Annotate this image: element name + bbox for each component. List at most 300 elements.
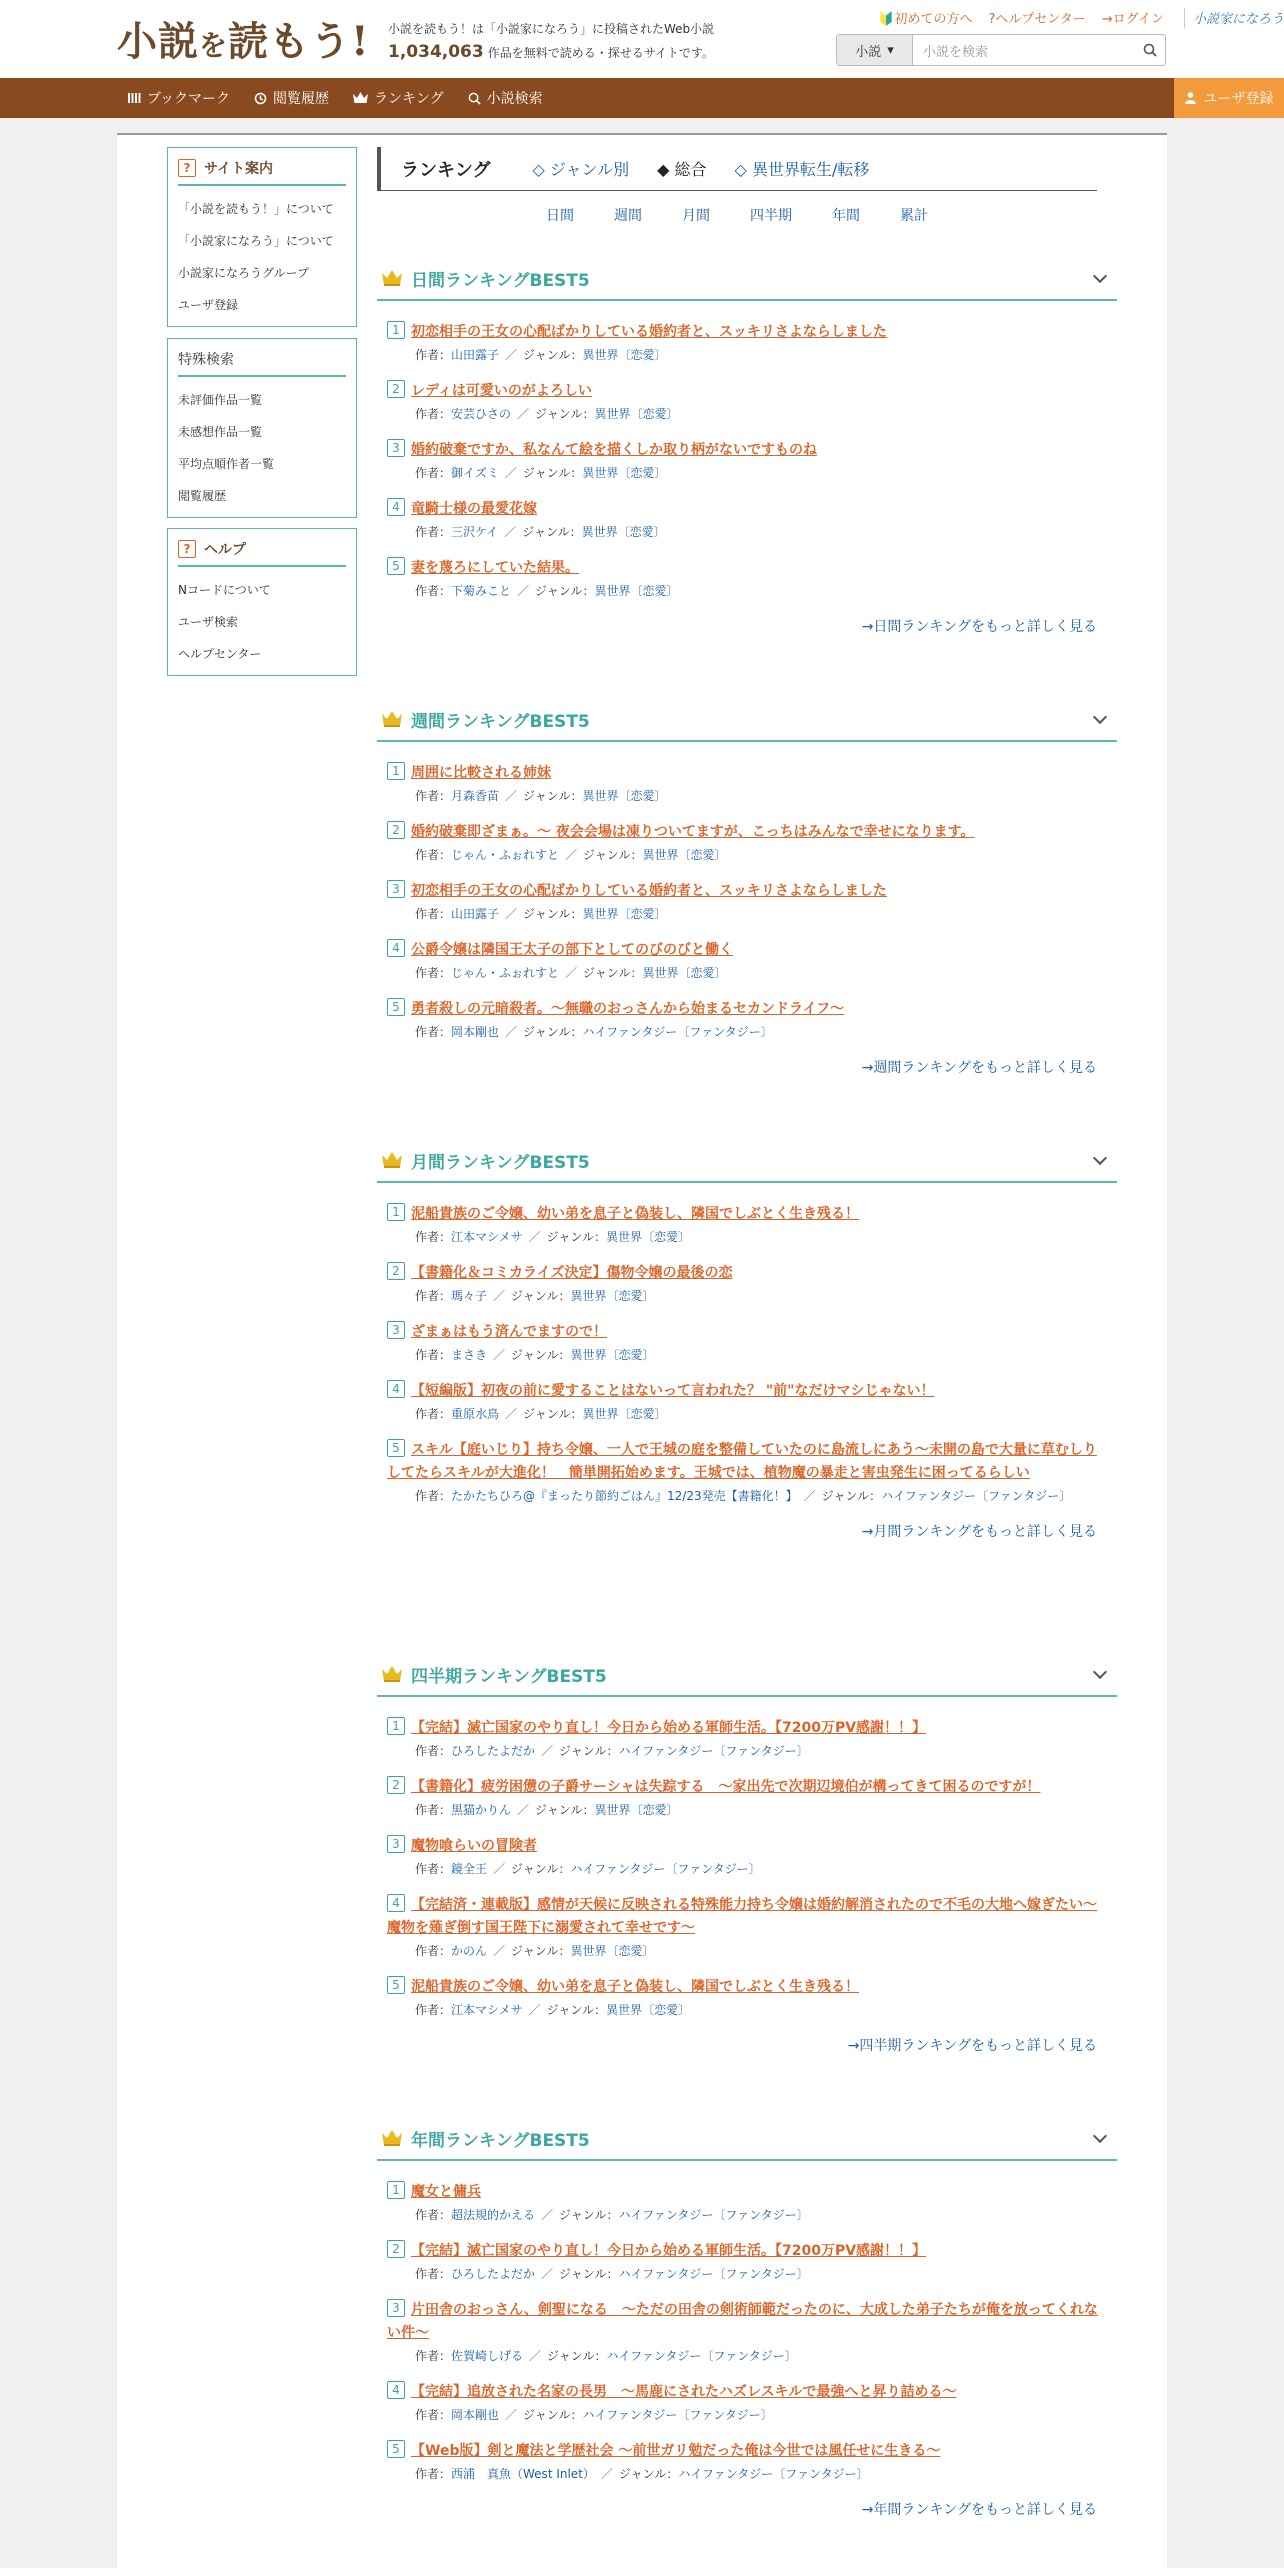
author-label: 作者： bbox=[415, 407, 452, 421]
ranking-section bbox=[377, 698, 1117, 1077]
author-label: 作者： bbox=[415, 2467, 452, 2481]
search-category-select[interactable]: 小説 ▾ bbox=[837, 35, 913, 65]
novel-title-link[interactable]: 片田舎のおっさん、剣聖になる 〜ただの田舎の剣術師範だったのに、大成した弟子たちが俺を放ってくれない件〜 bbox=[387, 2302, 1098, 2341]
author-label: 作者： bbox=[415, 1744, 452, 1758]
sidebar-help-title: ? ヘルプ bbox=[178, 539, 346, 567]
separator: ／ bbox=[565, 848, 578, 862]
genre-link[interactable]: ハイファンタジー〔ファンタジー〕 bbox=[678, 2467, 869, 2481]
separator: ／ bbox=[803, 1489, 816, 1503]
user-icon bbox=[1185, 92, 1196, 104]
question-icon: ? bbox=[178, 159, 196, 177]
tab-isekai[interactable]: ◇ 異世界転生/転移 bbox=[734, 160, 870, 179]
crown-icon bbox=[381, 2129, 403, 2147]
ranking-entry bbox=[387, 1835, 1107, 1880]
entry-meta bbox=[387, 1403, 1107, 1425]
entry-meta bbox=[387, 785, 1107, 807]
section-title: 週間ランキングBEST5 bbox=[411, 711, 590, 732]
rank-badge: 3 bbox=[387, 1835, 405, 1853]
site-header bbox=[0, 0, 1284, 78]
tab-overall[interactable]: ◆ 総合 bbox=[657, 160, 707, 179]
chevron-down-icon[interactable] bbox=[1093, 2129, 1107, 2143]
separator: ／ bbox=[505, 907, 518, 921]
author-link[interactable]: 鏡全王 bbox=[451, 1862, 488, 1876]
logo-wo: を bbox=[199, 28, 229, 62]
sidebar-item-user-register[interactable]: ユーザ登録 bbox=[178, 297, 239, 312]
login-link[interactable]: →ログイン bbox=[1101, 12, 1164, 27]
novel-title-link[interactable]: 泥船貴族のご令嬢、幼い弟を息子と偽装し、隣国でしぶとく生き残る！ bbox=[411, 1206, 859, 1222]
genre-label: ジャンル： bbox=[559, 2267, 619, 2281]
work-count-suffix: 作品を無料で読める・探せるサイトです。 bbox=[487, 46, 714, 60]
ranking-entry bbox=[387, 1203, 1107, 1248]
novel-title-link[interactable]: 【書籍化＆コミカライズ決定】傷物令嬢の最後の恋 bbox=[411, 1265, 733, 1281]
separator: ／ bbox=[493, 1944, 506, 1958]
sidebar-item-ncode[interactable]: Nコードについて bbox=[178, 582, 271, 597]
genre-label: ジャンル： bbox=[583, 966, 643, 980]
genre-label: ジャンル： bbox=[522, 466, 583, 480]
genre-link[interactable]: 異世界〔恋愛〕 bbox=[606, 2003, 691, 2017]
ranking-entry bbox=[387, 1717, 1107, 1762]
ranking-entry bbox=[387, 321, 1107, 366]
genre-label: ジャンル： bbox=[511, 1944, 571, 1958]
period-weekly[interactable]: 週間 bbox=[614, 208, 642, 224]
search-icon bbox=[1143, 43, 1157, 57]
separator: ／ bbox=[517, 407, 530, 421]
first-time-link[interactable]: 🔰初めての方へ bbox=[878, 12, 973, 27]
author-link[interactable]: 重原水鳥 bbox=[451, 1407, 500, 1421]
genre-label: ジャンル： bbox=[535, 584, 595, 598]
rank-badge: 5 bbox=[387, 557, 405, 575]
novel-title-link[interactable]: レディは可愛いのがよろしい bbox=[411, 383, 592, 399]
author-label: 作者： bbox=[415, 2267, 452, 2281]
ranking-tabs bbox=[377, 147, 1097, 225]
section-title: 月間ランキングBEST5 bbox=[411, 1152, 590, 1173]
author-link[interactable]: 江本マシメサ bbox=[451, 2003, 523, 2017]
sidebar-item-avg-author[interactable]: 平均点順作者一覧 bbox=[178, 456, 275, 471]
beginner-icon: 🔰 bbox=[878, 12, 895, 27]
genre-link[interactable]: ハイファンタジー〔ファンタジー〕 bbox=[618, 2208, 809, 2222]
period-total[interactable]: 累計 bbox=[900, 208, 928, 224]
genre-link[interactable]: 異世界〔恋愛〕 bbox=[582, 907, 667, 921]
genre-link[interactable]: 異世界〔恋愛〕 bbox=[594, 584, 679, 598]
section-header[interactable] bbox=[377, 1653, 1117, 1697]
separator: ／ bbox=[493, 1862, 506, 1876]
novel-title-link[interactable]: 【完結】追放された名家の長男 〜馬鹿にされたハズレスキルで最強へと昇り詰める〜 bbox=[411, 2384, 957, 2400]
author-link[interactable]: 山田露子 bbox=[451, 907, 500, 921]
separator: ／ bbox=[528, 1230, 541, 1244]
genre-link[interactable]: 異世界〔恋愛〕 bbox=[582, 1407, 667, 1421]
crown-icon bbox=[381, 269, 403, 287]
separator: ／ bbox=[505, 2408, 518, 2422]
entry-meta bbox=[387, 2404, 1107, 2426]
ranking-section bbox=[377, 1653, 1117, 2055]
login-icon: → bbox=[1101, 12, 1113, 27]
search-input[interactable]: 小説を検索 bbox=[923, 44, 989, 60]
genre-link[interactable]: ハイファンタジー〔ファンタジー〕 bbox=[618, 1744, 809, 1758]
author-label: 作者： bbox=[415, 348, 452, 362]
novel-title-link[interactable]: 魔女と傭兵 bbox=[411, 2184, 481, 2200]
novel-title-link[interactable]: 魔物喰らいの冒険者 bbox=[411, 1838, 537, 1854]
genre-label: ジャンル： bbox=[522, 525, 582, 539]
genre-label: ジャンル： bbox=[523, 1407, 583, 1421]
chevron-down-icon[interactable] bbox=[1093, 710, 1107, 724]
ranking-entry bbox=[387, 762, 1107, 807]
genre-link[interactable]: ハイファンタジー〔ファンタジー〕 bbox=[570, 1862, 761, 1876]
rank-badge: 4 bbox=[387, 939, 405, 957]
sidebar-item-no-review[interactable]: 未感想作品一覧 bbox=[178, 424, 263, 439]
genre-label: ジャンル： bbox=[546, 1230, 607, 1244]
genre-label: ジャンル： bbox=[511, 1862, 571, 1876]
ranking-entry bbox=[387, 880, 1107, 925]
nav-bookmark[interactable]: ブックマーク bbox=[128, 88, 230, 108]
chevron-down-icon[interactable] bbox=[1093, 1665, 1107, 1679]
sidebar-site-guide-title: ? サイト案内 bbox=[178, 158, 346, 186]
sidebar-site-guide bbox=[167, 147, 357, 327]
author-label: 作者： bbox=[415, 2208, 452, 2222]
separator: ／ bbox=[541, 2208, 554, 2222]
ranking-entry bbox=[387, 439, 1107, 484]
separator: ／ bbox=[600, 2467, 613, 2481]
novel-title-link[interactable]: 勇者殺しの元暗殺者。〜無職のおっさんから始まるセカンドライフ〜 bbox=[411, 1001, 845, 1017]
genre-label: ジャンル： bbox=[511, 1348, 571, 1362]
novel-title-link[interactable]: 【完結】滅亡国家のやり直し！今日から始める軍師生活。【7200万PV感謝！！】 bbox=[411, 2243, 927, 2259]
sidebar-special-search-title: 特殊検索 bbox=[178, 349, 346, 377]
entry-meta bbox=[387, 1858, 1107, 1880]
sidebar-item-about-yomou[interactable]: 「小説を読もう！」について bbox=[178, 201, 334, 216]
entry-meta bbox=[387, 403, 1107, 425]
logo-main: 小説 bbox=[117, 17, 199, 65]
entry-meta bbox=[387, 1285, 1107, 1307]
novel-title-link[interactable]: 竜騎士様の最愛花嫁 bbox=[411, 501, 537, 517]
genre-label: ジャンル： bbox=[523, 1025, 583, 1039]
sidebar-item-history[interactable]: 閲覧履歴 bbox=[178, 488, 227, 503]
tagline: 小説を読もう！は「小説家になろう」に投稿されたWeb小説 bbox=[388, 22, 715, 36]
rank-badge: 3 bbox=[387, 1321, 405, 1339]
entry-meta bbox=[387, 462, 1107, 484]
ranking-heading: ランキング bbox=[401, 159, 491, 181]
novel-title-link[interactable]: 初恋相手の王女の心配ばかりしている婚約者と、スッキリさよならしました bbox=[411, 324, 887, 340]
period-quarterly[interactable]: 四半期 bbox=[750, 208, 792, 224]
genre-label: ジャンル： bbox=[535, 407, 595, 421]
sidebar-special-search bbox=[167, 338, 357, 518]
sidebar-item-narou-group[interactable]: 小説家になろうグループ bbox=[178, 265, 310, 280]
entry-meta bbox=[387, 1485, 1107, 1507]
genre-link[interactable]: ハイファンタジー〔ファンタジー〕 bbox=[618, 2267, 809, 2281]
chevron-down-icon: ▾ bbox=[887, 42, 894, 58]
period-yearly[interactable]: 年間 bbox=[832, 208, 860, 224]
author-link[interactable]: 安芸ひさの bbox=[451, 407, 512, 421]
sidebar-item-about-narou[interactable]: 「小説家になろう」について bbox=[178, 233, 334, 248]
ranking-entry bbox=[387, 2440, 1107, 2485]
crown-icon bbox=[381, 710, 403, 728]
ranking-entry bbox=[387, 498, 1107, 543]
ranking-entry bbox=[387, 380, 1107, 425]
entry-meta bbox=[387, 344, 1107, 366]
user-register-button[interactable]: ユーザ登録 bbox=[1174, 78, 1284, 118]
entry-meta bbox=[387, 1799, 1107, 1821]
ranking-entry bbox=[387, 1321, 1107, 1366]
author-link[interactable]: 岡本剛也 bbox=[451, 1025, 500, 1039]
rank-badge: 2 bbox=[387, 821, 405, 839]
author-link[interactable]: 佐賀崎しげる bbox=[451, 2349, 524, 2363]
nav-search[interactable]: 小説検索 bbox=[468, 88, 543, 108]
novel-title-link[interactable]: 【完結済・連載版】感情が天候に反映される特殊能力持ち令嬢は婚約解消されたので不毛の大地へ嫁ぎたい〜魔物を薙ぎ倒す国王陛下に溺愛されて幸せです〜 bbox=[387, 1897, 1097, 1936]
ranking-entry bbox=[387, 557, 1107, 602]
entry-meta bbox=[387, 521, 1107, 543]
rank-badge: 2 bbox=[387, 380, 405, 398]
section-title: 四半期ランキングBEST5 bbox=[411, 1666, 607, 1687]
genre-link[interactable]: 異世界〔恋愛〕 bbox=[606, 1230, 691, 1244]
genre-link[interactable]: ハイファンタジー〔ファンタジー〕 bbox=[582, 2408, 773, 2422]
more-ranking-link[interactable]: →四半期ランキングをもっと詳しく見る bbox=[847, 2038, 1097, 2054]
genre-link[interactable]: 異世界〔恋愛〕 bbox=[582, 348, 667, 362]
rank-badge: 1 bbox=[387, 1203, 405, 1221]
rank-badge: 3 bbox=[387, 439, 405, 457]
logo-rest: 読もう! bbox=[228, 17, 370, 65]
separator: ／ bbox=[529, 2349, 542, 2363]
genre-label: ジャンル： bbox=[523, 789, 583, 803]
section-header[interactable] bbox=[377, 2117, 1117, 2161]
genre-label: ジャンル： bbox=[535, 1803, 595, 1817]
author-link[interactable]: 三沢ケイ bbox=[451, 525, 499, 539]
site-logo[interactable] bbox=[117, 10, 370, 66]
genre-link[interactable]: 異世界〔恋愛〕 bbox=[642, 848, 727, 862]
entry-meta bbox=[387, 1940, 1107, 1962]
author-label: 作者： bbox=[415, 1230, 452, 1244]
entry-meta bbox=[387, 2463, 1107, 2485]
author-label: 作者： bbox=[415, 1944, 452, 1958]
genre-link[interactable]: 異世界〔恋愛〕 bbox=[582, 466, 667, 480]
rank-badge: 2 bbox=[387, 2240, 405, 2258]
rank-badge: 3 bbox=[387, 880, 405, 898]
separator: ／ bbox=[504, 466, 517, 480]
entry-meta bbox=[387, 1740, 1107, 1762]
section-title: 年間ランキングBEST5 bbox=[411, 2130, 590, 2151]
genre-label: ジャンル： bbox=[511, 1289, 571, 1303]
ranking-section bbox=[377, 257, 1117, 636]
author-link[interactable]: 下菊みこと bbox=[451, 584, 512, 598]
author-link[interactable]: 西浦 真魚（West Inlet） bbox=[451, 2467, 595, 2481]
author-link[interactable]: 月森香苗 bbox=[451, 789, 500, 803]
rank-badge: 1 bbox=[387, 1717, 405, 1735]
entry-meta bbox=[387, 1344, 1107, 1366]
author-link[interactable]: 御イズミ bbox=[451, 466, 499, 480]
author-link[interactable]: まさき bbox=[451, 1348, 488, 1362]
author-link[interactable]: じゃん・ふぉれすと bbox=[451, 848, 560, 862]
author-link[interactable]: じゃん・ふぉれすと bbox=[451, 966, 560, 980]
genre-link[interactable]: 異世界〔恋愛〕 bbox=[594, 407, 679, 421]
novel-title-link[interactable]: 初恋相手の王女の心配ばかりしている婚約者と、スッキリさよならしました bbox=[411, 883, 887, 899]
novel-title-link[interactable]: ざまぁはもう済んでますので！ bbox=[411, 1324, 607, 1340]
rank-badge: 1 bbox=[387, 321, 405, 339]
genre-link[interactable]: 異世界〔恋愛〕 bbox=[642, 966, 727, 980]
genre-link[interactable]: ハイファンタジー〔ファンタジー〕 bbox=[606, 2349, 797, 2363]
ranking-entry bbox=[387, 1380, 1107, 1425]
entry-meta bbox=[387, 2345, 1107, 2367]
ranking-entry bbox=[387, 2240, 1107, 2285]
separator: ／ bbox=[528, 2003, 541, 2017]
entry-meta bbox=[387, 1021, 1107, 1043]
sidebar-item-help-center[interactable]: ヘルプセンター bbox=[178, 646, 262, 661]
author-label: 作者： bbox=[415, 1803, 452, 1817]
ranking-entry bbox=[387, 2381, 1107, 2426]
work-count-number: 1,034,063 bbox=[388, 42, 484, 62]
author-link[interactable]: 瑪々子 bbox=[451, 1289, 488, 1303]
author-link[interactable]: たかたちひろ@『まったり節約ごはん』12/23発売【書籍化！】 bbox=[451, 1489, 798, 1503]
separator: ／ bbox=[541, 1744, 554, 1758]
author-link[interactable]: ひろしたよだか bbox=[451, 2267, 536, 2281]
separator: ／ bbox=[505, 789, 518, 803]
period-links bbox=[377, 205, 1097, 225]
author-label: 作者： bbox=[415, 848, 452, 862]
sidebar-item-unrated[interactable]: 未評価作品一覧 bbox=[178, 392, 263, 407]
genre-label: ジャンル： bbox=[559, 2208, 619, 2222]
author-label: 作者： bbox=[415, 2408, 452, 2422]
author-link[interactable]: 江本マシメサ bbox=[451, 1230, 523, 1244]
rank-badge: 1 bbox=[387, 762, 405, 780]
nav-ranking[interactable]: ランキング bbox=[353, 88, 444, 108]
rank-badge: 2 bbox=[387, 1776, 405, 1794]
genre-label: ジャンル： bbox=[821, 1489, 882, 1503]
narou-logo[interactable]: 小説家になろう bbox=[1184, 8, 1284, 28]
search-button[interactable] bbox=[1135, 35, 1165, 65]
author-link[interactable]: 黒猫かりん bbox=[451, 1803, 512, 1817]
author-link[interactable]: ひろしたよだか bbox=[451, 1744, 536, 1758]
novel-title-link[interactable]: 【短編版】初夜の前に愛することはないって言われた？ "前"なだけマシじゃない！ bbox=[411, 1383, 935, 1399]
rank-badge: 5 bbox=[387, 1976, 405, 1994]
author-link[interactable]: 岡本剛也 bbox=[451, 2408, 500, 2422]
section-header[interactable] bbox=[377, 257, 1117, 301]
section-title: 日間ランキングBEST5 bbox=[411, 270, 590, 291]
chevron-down-icon[interactable] bbox=[1093, 269, 1107, 283]
genre-link[interactable]: 異世界〔恋愛〕 bbox=[581, 525, 666, 539]
author-label: 作者： bbox=[415, 1025, 452, 1039]
entry-meta bbox=[387, 844, 1107, 866]
entry-meta bbox=[387, 903, 1107, 925]
ranking-entry bbox=[387, 1262, 1107, 1307]
author-label: 作者： bbox=[415, 525, 452, 539]
rank-badge: 2 bbox=[387, 1262, 405, 1280]
genre-link[interactable]: 異世界〔恋愛〕 bbox=[570, 1944, 655, 1958]
author-link[interactable]: 山田露子 bbox=[451, 348, 500, 362]
author-label: 作者： bbox=[415, 907, 452, 921]
history-icon bbox=[254, 92, 267, 105]
ranking-entry bbox=[387, 1776, 1107, 1821]
separator: ／ bbox=[505, 1407, 518, 1421]
rank-badge: 4 bbox=[387, 1380, 405, 1398]
more-ranking-link[interactable]: →週間ランキングをもっと詳しく見る bbox=[861, 1060, 1097, 1076]
work-count bbox=[388, 42, 714, 62]
period-monthly[interactable]: 月間 bbox=[682, 208, 710, 224]
rank-badge: 4 bbox=[387, 1894, 405, 1912]
author-label: 作者： bbox=[415, 1289, 452, 1303]
novel-title-link[interactable]: 公爵令嬢は隣国王太子の部下としてのびのびと働く bbox=[411, 942, 733, 958]
section-header[interactable] bbox=[377, 698, 1117, 742]
section-header[interactable] bbox=[377, 1139, 1117, 1183]
genre-link[interactable]: 異世界〔恋愛〕 bbox=[582, 789, 667, 803]
genre-link[interactable]: 異世界〔恋愛〕 bbox=[594, 1803, 679, 1817]
genre-label: ジャンル： bbox=[559, 1744, 619, 1758]
period-daily[interactable]: 日間 bbox=[546, 208, 574, 224]
genre-label: ジャンル： bbox=[583, 848, 643, 862]
separator: ／ bbox=[517, 1803, 530, 1817]
novel-title-link[interactable]: 婚約破棄ですか、私なんて絵を描くしか取り柄がないですものね bbox=[411, 442, 817, 458]
genre-label: ジャンル： bbox=[523, 348, 583, 362]
ranking-entry bbox=[387, 2181, 1107, 2226]
nav-history[interactable]: 閲覧履歴 bbox=[254, 88, 329, 108]
help-center-link[interactable]: ?ヘルプセンター bbox=[988, 12, 1086, 27]
sidebar-item-user-search[interactable]: ユーザ検索 bbox=[178, 614, 239, 629]
author-label: 作者： bbox=[415, 2003, 452, 2017]
separator: ／ bbox=[565, 966, 578, 980]
novel-title-link[interactable]: 婚約破棄即ざまぁ。〜 夜会会場は凍りついてますが、こっちはみんなで幸せになります。 bbox=[411, 824, 975, 840]
entry-meta bbox=[387, 962, 1107, 984]
bookmark-icon bbox=[128, 92, 141, 104]
author-label: 作者： bbox=[415, 1862, 452, 1876]
author-label: 作者： bbox=[415, 466, 452, 480]
genre-link[interactable]: 異世界〔恋愛〕 bbox=[570, 1348, 655, 1362]
genre-link[interactable]: ハイファンタジー〔ファンタジー〕 bbox=[582, 1025, 773, 1039]
ranking-entry bbox=[387, 1439, 1107, 1507]
genre-label: ジャンル： bbox=[547, 2349, 607, 2363]
ranking-entry bbox=[387, 939, 1107, 984]
genre-link[interactable]: 異世界〔恋愛〕 bbox=[570, 1289, 655, 1303]
author-label: 作者： bbox=[415, 1348, 452, 1362]
novel-title-link[interactable]: 【書籍化】疲労困憊の子爵サーシャは失踪する 〜家出先で次期辺境伯が構ってきて困るのですが！ bbox=[411, 1779, 1041, 1795]
genre-link[interactable]: ハイファンタジー〔ファンタジー〕 bbox=[881, 1489, 1072, 1503]
more-ranking-link[interactable]: →日間ランキングをもっと詳しく見る bbox=[861, 619, 1097, 635]
separator: ／ bbox=[517, 584, 530, 598]
author-link[interactable]: 超法規的かえる bbox=[451, 2208, 536, 2222]
author-label: 作者： bbox=[415, 789, 452, 803]
entry-meta bbox=[387, 2263, 1107, 2285]
genre-label: ジャンル： bbox=[618, 2467, 679, 2481]
author-label: 作者： bbox=[415, 2349, 452, 2363]
crown-icon bbox=[353, 92, 368, 104]
novel-title-link[interactable]: スキル【庭いじり】持ち令嬢、一人で王城の庭を整備していたのに島流しにあう〜未開の島で大量に草むしりしてたらスキルが大進化！ 簡単開拓始めます。王城では、植物魔の暴走と害虫発生に困ってるらしい bbox=[387, 1442, 1097, 1481]
novel-title-link[interactable]: 【完結】滅亡国家のやり直し！今日から始める軍師生活。【7200万PV感謝！！】 bbox=[411, 1720, 927, 1736]
author-link[interactable]: かのん bbox=[451, 1944, 488, 1958]
novel-title-link[interactable]: 周囲に比較される姉妹 bbox=[411, 765, 551, 781]
more-ranking-link[interactable]: →月間ランキングをもっと詳しく見る bbox=[861, 1524, 1097, 1540]
question-icon: ? bbox=[178, 540, 196, 558]
genre-label: ジャンル： bbox=[523, 2408, 583, 2422]
chevron-down-icon[interactable] bbox=[1093, 1151, 1107, 1165]
author-label: 作者： bbox=[415, 966, 452, 980]
ranking-entry bbox=[387, 1976, 1107, 2021]
author-label: 作者： bbox=[415, 1407, 452, 1421]
ranking-entry bbox=[387, 2299, 1107, 2367]
separator: ／ bbox=[541, 2267, 554, 2281]
rank-badge: 5 bbox=[387, 2440, 405, 2458]
rank-badge: 4 bbox=[387, 498, 405, 516]
author-label: 作者： bbox=[415, 584, 452, 598]
entry-meta bbox=[387, 580, 1107, 602]
novel-title-link[interactable]: 泥船貴族のご令嬢、幼い弟を息子と偽装し、隣国でしぶとく生き残る！ bbox=[411, 1979, 859, 1995]
search-icon bbox=[468, 92, 481, 105]
rank-badge: 1 bbox=[387, 2181, 405, 2199]
search-box bbox=[836, 34, 1166, 66]
rank-badge: 5 bbox=[387, 998, 405, 1016]
more-ranking-link[interactable]: →年間ランキングをもっと詳しく見る bbox=[861, 2502, 1097, 2518]
ranking-section bbox=[377, 1139, 1117, 1541]
tab-genre[interactable]: ◇ ジャンル別 bbox=[532, 160, 630, 179]
entry-meta bbox=[387, 1999, 1107, 2021]
novel-title-link[interactable]: 妻を蔑ろにしていた結果。 bbox=[411, 560, 579, 576]
novel-title-link[interactable]: 【Web版】剣と魔法と学歴社会 〜前世ガリ勉だった俺は今世では風任せに生きる〜 bbox=[411, 2443, 941, 2459]
rank-badge: 3 bbox=[387, 2299, 405, 2317]
author-label: 作者： bbox=[415, 1489, 452, 1503]
crown-icon bbox=[381, 1665, 403, 1683]
